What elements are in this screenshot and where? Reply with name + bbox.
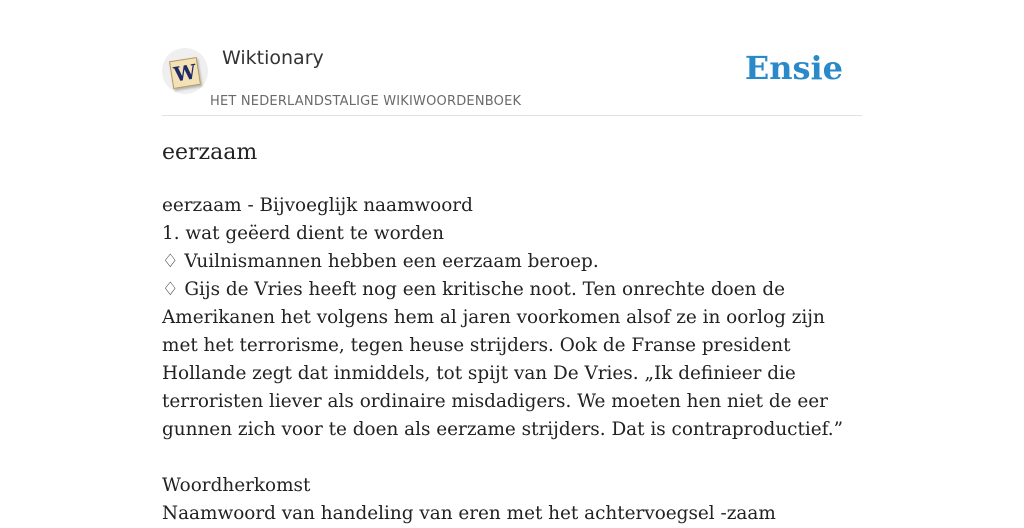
example-sentence: ♢ Vuilnismannen hebben een eerzaam beroep. [162, 251, 599, 272]
spacer [162, 444, 862, 472]
sense-definition: 1. wat geëerd dient te worden [162, 223, 445, 244]
etymology-text: Naamwoord van handeling van eren met het achtervoegsel -zaam [162, 503, 776, 524]
wiktionary-logo-icon: W [169, 57, 201, 89]
definition-header: eerzaam - Bijvoeglijk naamwoord [162, 195, 473, 216]
example-quote: ♢ Gijs de Vries heeft nog een kritische noot. Ten onrechte doen de Amerikanen het volgens hem al jaren voorkomen alsof ze in oorlog zijn met het terrorisme, tegen heuse strijders. Ook de Franse president Hollande zegt dat inmiddels, tot spijt van De Vries. „Ik definieer die terroristen liever als ordinaire misdadigers. We moeten hen niet de eer gunnen zich voor te doen als eerzame strijders. Dat is contraproductief.” [162, 279, 844, 440]
wiktionary-logo[interactable] [162, 48, 208, 94]
site-tagline: HET NEDERLANDSTALIGE WIKIWOORDENBOEK [210, 94, 522, 109]
entry-content [162, 192, 862, 528]
site-name[interactable]: Wiktionary [222, 47, 324, 69]
ensie-brand-link[interactable]: Ensie [744, 49, 843, 87]
page-title: eerzaam [162, 140, 258, 165]
site-header [162, 44, 862, 116]
etymology-heading: Woordherkomst [162, 475, 311, 496]
